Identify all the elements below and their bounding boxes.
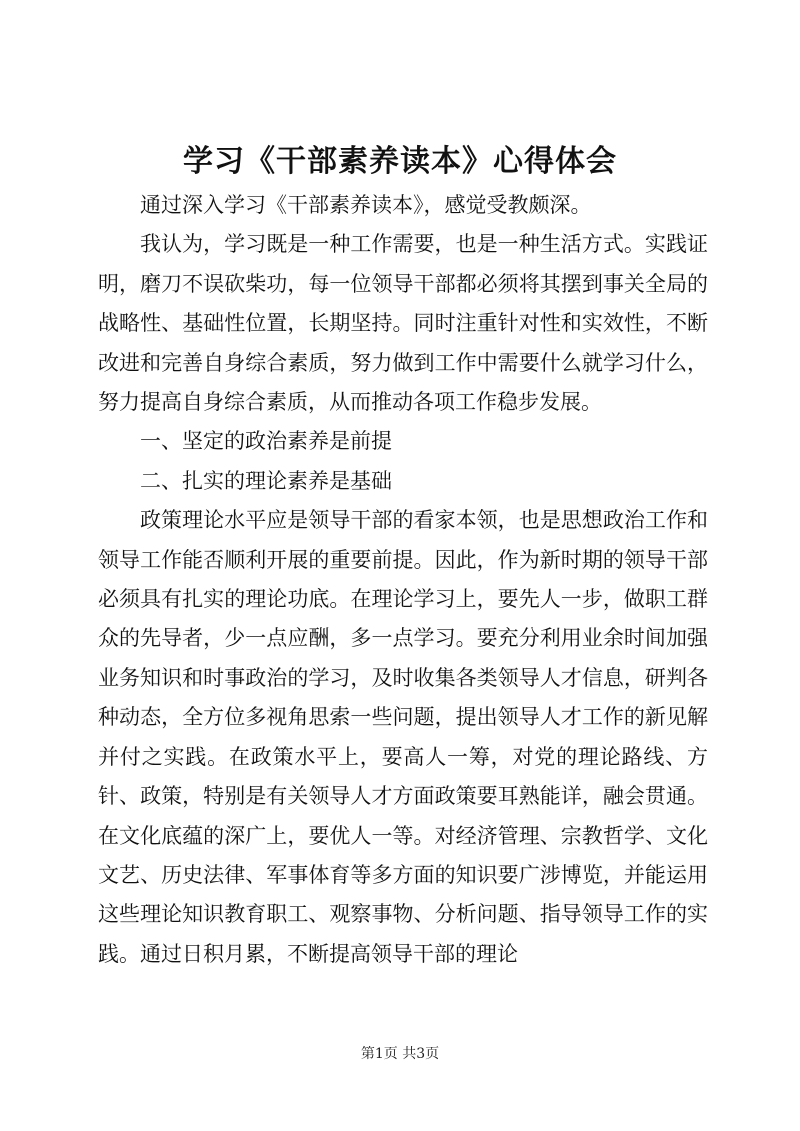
section-heading-political: 一、坚定的政治素养是前提	[140, 429, 392, 454]
paragraph-intro: 通过深入学习《干部素养读本》，感觉受教颇深。	[140, 193, 592, 217]
paragraph-learning: 我认为，学习既是一种工作需要，也是一种生活方式。实践证明，磨刀不误砍柴功，每一位领导干部都必须将其摆到事关全局的战略性、基础性位置，长期坚持。同时注重针对性和实效性，不断改进和完善自身综合素质，努力做到工作中需要什么就学习什么，努力提高自身综合素质，从而推动各项工作稳步发展。	[98, 232, 708, 415]
section-heading-theory: 二、扎实的理论素养是基础	[140, 468, 392, 493]
document-body	[98, 186, 708, 974]
document-title: 学习《干部素养读本》心得体会	[183, 144, 617, 179]
page-number: 第1页 共3页	[360, 1046, 440, 1062]
paragraph-theory: 政策理论水平应是领导干部的看家本领，也是思想政治工作和领导工作能否顺利开展的重要前提。因此，作为新时期的领导干部必须具有扎实的理论功底。在理论学习上，要先人一步，做职工群众的先导者，少一点应酬，多一点学习。要充分利用业余时间加强业务知识和时事政治的学习，及时收集各类领导人才信息，研判各种动态，全方位多视角思索一些问题，提出领导人才工作的新见解并付之实践。在政策水平上，要高人一筹，对党的理论路线、方针、政策，特别是有关领导人才方面政策要耳熟能详，融会贯通。在文化底蕴的深广上，要优人一等。对经济管理、宗教哲学、文化文艺、历史法律、军事体育等多方面的知识要广涉博览，并能运用这些理论知识教育职工、观察事物、分析问题、指导领导工作的实践。通过日积月累，不断提高领导干部的理论	[98, 508, 708, 966]
